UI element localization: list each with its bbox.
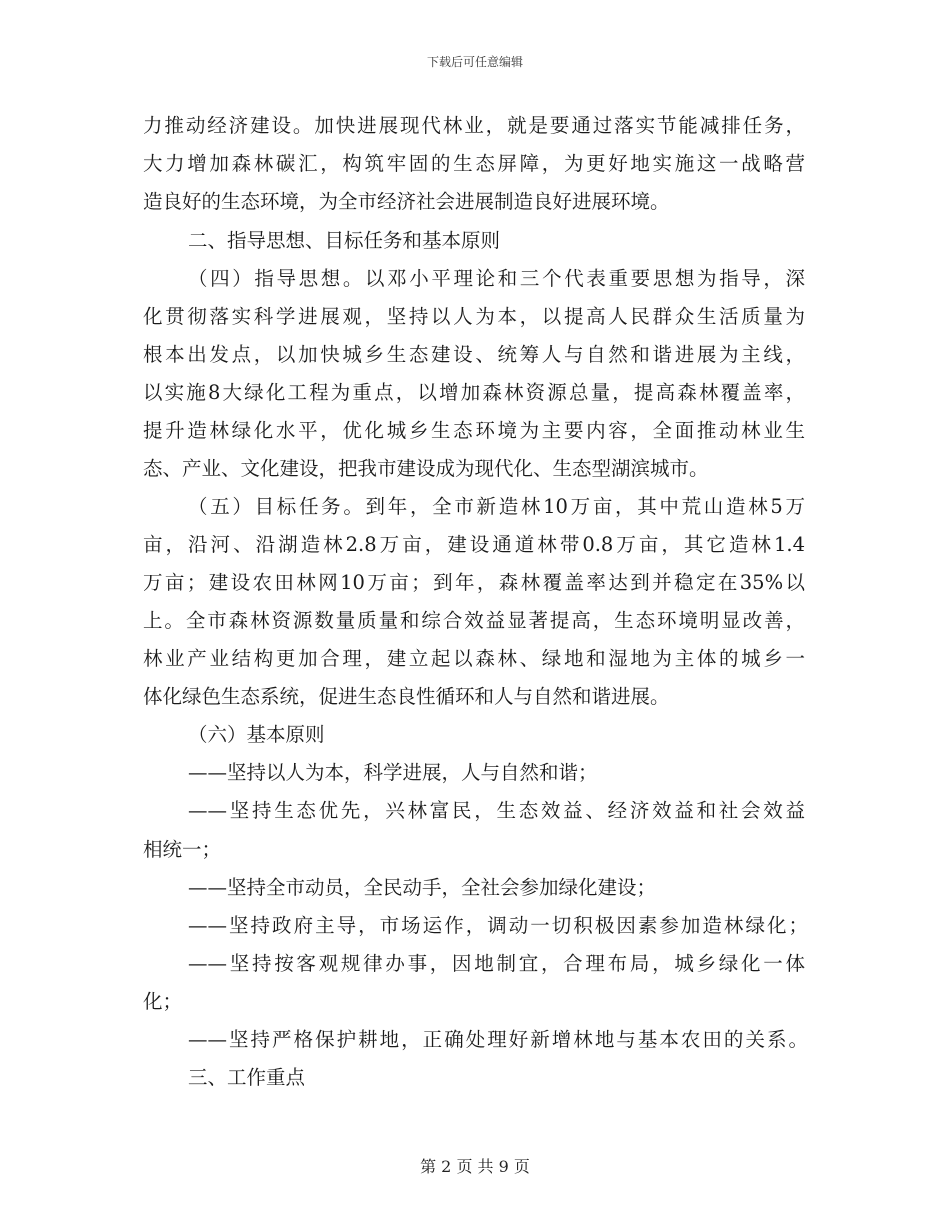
body-line: 上。全市森林资源数量质量和综合效益显著提高，生态环境明显改善， [143, 609, 805, 632]
body-line: 大力增加森林碳汇，构筑牢固的生态屏障，为更好地实施这一战略营 [143, 152, 805, 175]
principle-item: ——坚持全市动员，全民动手，全社会参加绿化建设； [188, 876, 657, 899]
body-line: 化贯彻落实科学进展观，坚持以人为本，以提高人民群众生活质量为 [143, 305, 805, 328]
principle-item: ——坚持生态优先，兴林富民，生态效益、经济效益和社会效益 [188, 799, 805, 822]
page-number-footer: 第 2 页 共 9 页 [420, 1157, 530, 1176]
body-line: 化； [143, 990, 183, 1013]
body-line: 提升造林绿化水平，优化城乡生态环境为主要内容，全面推动林业生 [143, 419, 805, 442]
principle-item: ——坚持政府主导，市场运作，调动一切积极因素参加造林绿化； [188, 914, 808, 937]
principle-item: ——坚持严格保护耕地，正确处理好新增林地与基本农田的关系。 [188, 1028, 808, 1051]
subsection-heading: （六）基本原则 [188, 723, 325, 746]
body-line: 相统一； [143, 838, 222, 861]
body-line: （四）指导思想。以邓小平理论和三个代表重要思想为指导，深 [188, 267, 805, 290]
body-line: 林业产业结构更加合理，建立起以森林、绿地和湿地为主体的城乡一 [143, 647, 805, 670]
principle-item: ——坚持以人为本，科学进展，人与自然和谐； [188, 761, 598, 784]
body-line: 力推动经济建设。加快进展现代林业，就是要通过落实节能减排任务， [143, 114, 805, 137]
body-line: 以实施8大绿化工程为重点，以增加森林资源总量，提高森林覆盖率， [143, 381, 805, 404]
body-line: 体化绿色生态系统，促进生态良性循环和人与自然和谐进展。 [143, 685, 670, 708]
body-line: 造良好的生态环境，为全市经济社会进展制造良好进展环境。 [143, 190, 670, 213]
section-heading: 二、指导思想、目标任务和基本原则 [188, 229, 501, 252]
body-line: 万亩；建设农田林网10万亩；到年，森林覆盖率达到并稳定在35%以 [143, 571, 805, 594]
body-line: （五）目标任务。到年，全市新造林10万亩，其中荒山造林5万 [188, 495, 805, 518]
principle-item: ——坚持按客观规律办事，因地制宜，合理布局，城乡绿化一体 [188, 952, 805, 975]
page-header: 下载后可任意编辑 [426, 55, 523, 69]
section-heading: 三、工作重点 [188, 1066, 306, 1089]
body-line: 根本出发点，以加快城乡生态建设、统筹人与自然和谐进展为主线， [143, 343, 805, 366]
body-line: 态、产业、文化建设，把我市建设成为现代化、生态型湖滨城市。 [143, 457, 709, 480]
body-line: 亩，沿河、沿湖造林2.8万亩，建设通道林带0.8万亩，其它造林1.4 [143, 533, 805, 556]
